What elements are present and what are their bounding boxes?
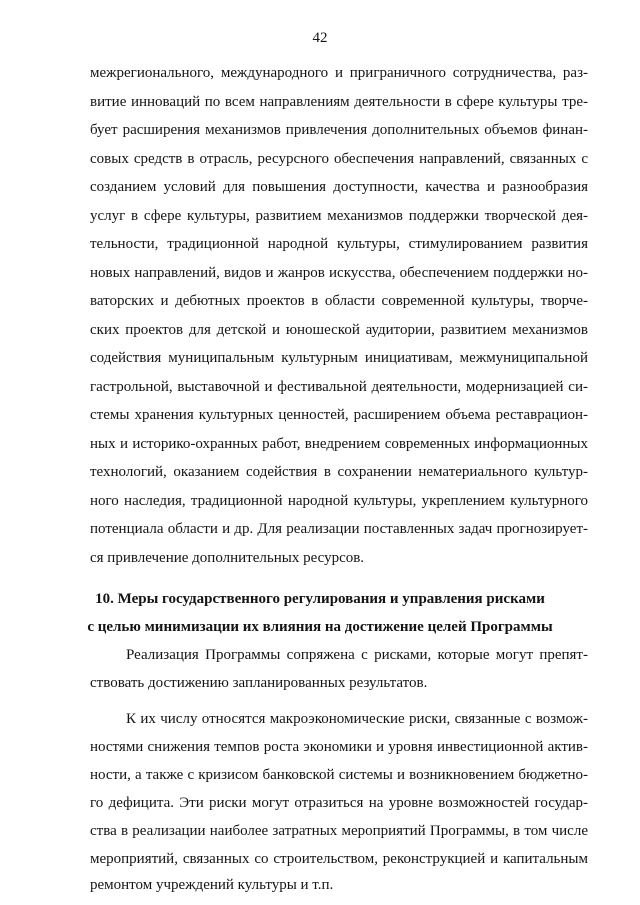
text-line: ся привлечение дополнительных ресурсов. [90,550,365,566]
text-line: ного наследия, традиционной народной культуры, укреплением культурного [90,493,588,509]
text-line: совых средств в отрасль, ресурсного обеспечения направлений, связанных с [90,151,588,167]
text-line: тельности, традиционной народной культуры, стимулированием развития [90,236,588,252]
text-line: ных и историко-охранных работ, внедрением современных информационных [90,436,588,452]
text-line: ства в реализации наиболее затратных мероприятий Программы, в том числе [90,823,588,839]
text-line: ностями снижения темпов роста экономики и уровня инвестиционной актив- [90,739,588,755]
section-heading-line: с целью минимизации их влияния на достижение целей Программы [87,619,553,635]
text-line: услуг в сфере культуры, развитием механизмов поддержки творческой дея- [90,208,588,224]
text-line: К их числу относятся макроэкономические риски, связанные с возмож- [126,711,588,727]
page-number: 42 [312,30,328,46]
text-line: новых направлений, видов и жанров искусства, обеспечением поддержки но- [90,265,588,281]
text-line: ских проектов для детской и юношеской аудитории, развитием механизмов [90,322,588,338]
text-line: потенциала области и др. Для реализации поставленных задач прогнозирует- [90,521,588,537]
text-line: го дефицита. Эти риски могут отразиться на уровне возможностей государ- [90,795,588,811]
text-line: содействия муниципальным культурным инициативам, межмуниципальной [90,350,588,366]
text-line: ваторских и дебютных проектов в области современной культуры, творче- [90,293,588,309]
text-line: ности, а также с кризисом банковской системы и возникновением бюджетно- [90,767,588,783]
section-heading-line: 10. Меры государственного регулирования и управления рисками [95,591,545,607]
text-line: витие инноваций по всем направлениям деятельности в сфере культуры тре- [90,94,588,110]
text-line: Реализация Программы сопряжена с рисками, которые могут препят- [126,647,588,663]
text-line: технологий, оказанием содействия в сохранении нематериального культур- [90,464,588,480]
text-line: ремонтом учреждений культуры и т.п. [90,877,334,893]
text-line: ствовать достижению запланированных результатов. [90,675,428,691]
text-line: мероприятий, связанных со строительством, реконструкцией и капитальным [90,851,588,867]
text-line: стемы хранения культурных ценностей, расширением объема реставрацион- [90,407,588,423]
text-line: созданием условий для повышения доступности, качества и разнообразия [90,179,588,195]
text-line: межрегионального, международного и приграничного сотрудничества, раз- [90,65,588,81]
text-line: гастрольной, выставочной и фестивальной деятельности, модернизацией си- [90,379,588,395]
text-line: бует расширения механизмов привлечения дополнительных объемов финан- [90,122,588,138]
